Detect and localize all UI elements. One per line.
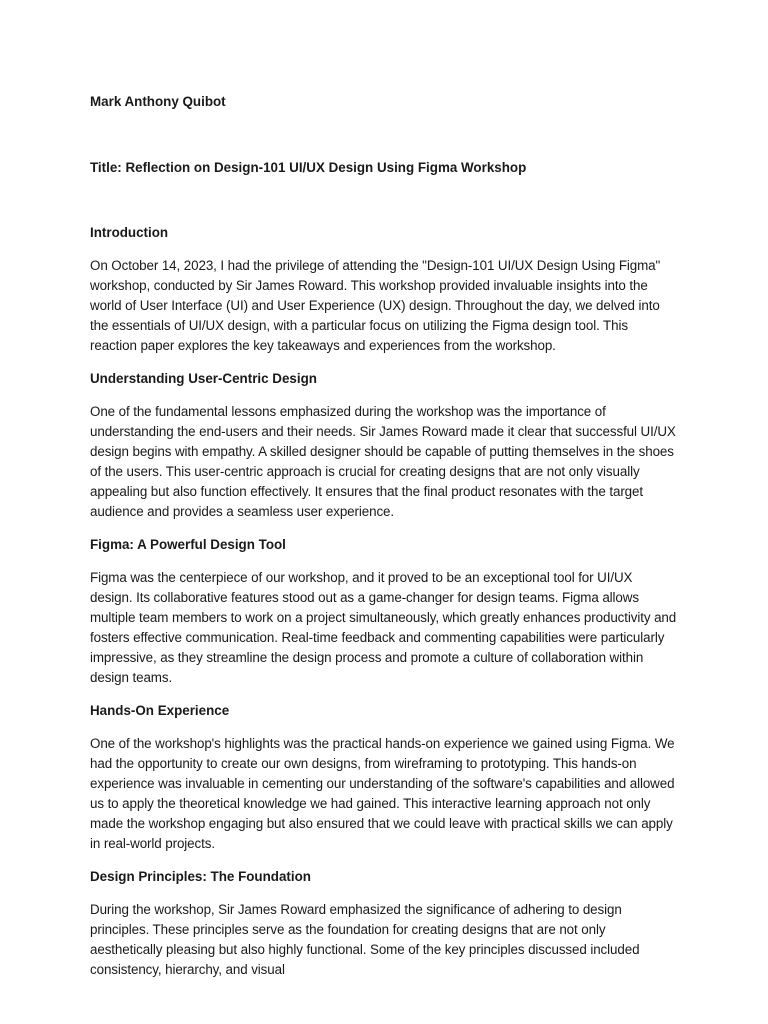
document-title: Title: Reflection on Design-101 UI/UX Design Using Figma Workshop [90, 160, 527, 175]
paragraph-hands-on-experience: One of the workshop's highlights was the practical hands-on experience we gained using Figma. We had the opportunity to create our own designs, from wireframing to prototyping. This hands-on experience was invaluable in cementing our understanding of the software's capabilities and allowed us to apply the theoretical knowledge we had gained. This interactive learning approach not only made the workshop engaging but also ensured that we could leave with practical skills we can apply in real-world projects. [90, 736, 675, 851]
paragraph-introduction: On October 14, 2023, I had the privilege of attending the "Design-101 UI/UX Design Using Figma" workshop, conducted by Sir James Roward. This workshop provided invaluable insights into the world of User Interface (UI) and User Experience (UX) design. Throughout the day, we delved into the essentials of UI/UX design, with a particular focus on utilizing the Figma design tool. This reaction paper explores the key takeaways and experiences from the workshop. [90, 258, 661, 353]
author-name: Mark Anthony Quibot [90, 94, 226, 109]
section-heading-user-centric-design: Understanding User-Centric Design [90, 371, 317, 386]
paragraph-user-centric-design: One of the fundamental lessons emphasized during the workshop was the importance of understanding the end-users and their needs. Sir James Roward made it clear that successful UI/UX design begins with empathy. A skilled designer should be capable of putting themselves in the shoes of the users. This user-centric approach is crucial for creating designs that are not only visually appealing but also function effectively. It ensures that the final product resonates with the target audience and provides a seamless user experience. [90, 404, 676, 519]
paragraph-design-principles: During the workshop, Sir James Roward emphasized the significance of adhering to design principles. These principles serve as the foundation for creating designs that are not only aesthetically pleasing but also highly functional. Some of the key principles discussed included consistency, hierarchy, and visual [90, 902, 640, 977]
section-heading-hands-on-experience: Hands-On Experience [90, 703, 230, 718]
section-heading-design-principles: Design Principles: The Foundation [90, 869, 311, 884]
section-heading-figma-tool: Figma: A Powerful Design Tool [90, 537, 286, 552]
section-heading-introduction: Introduction [90, 225, 169, 240]
paragraph-figma-tool: Figma was the centerpiece of our workshop, and it proved to be an exceptional tool for UI/UX design. Its collaborative features stood out as a game-changer for design teams. Figma allows multiple team members to work on a project simultaneously, which greatly enhances productivity and fosters effective communication. Real-time feedback and commenting capabilities were particularly impressive, as they streamline the design process and promote a culture of collaboration within design teams. [90, 570, 677, 685]
